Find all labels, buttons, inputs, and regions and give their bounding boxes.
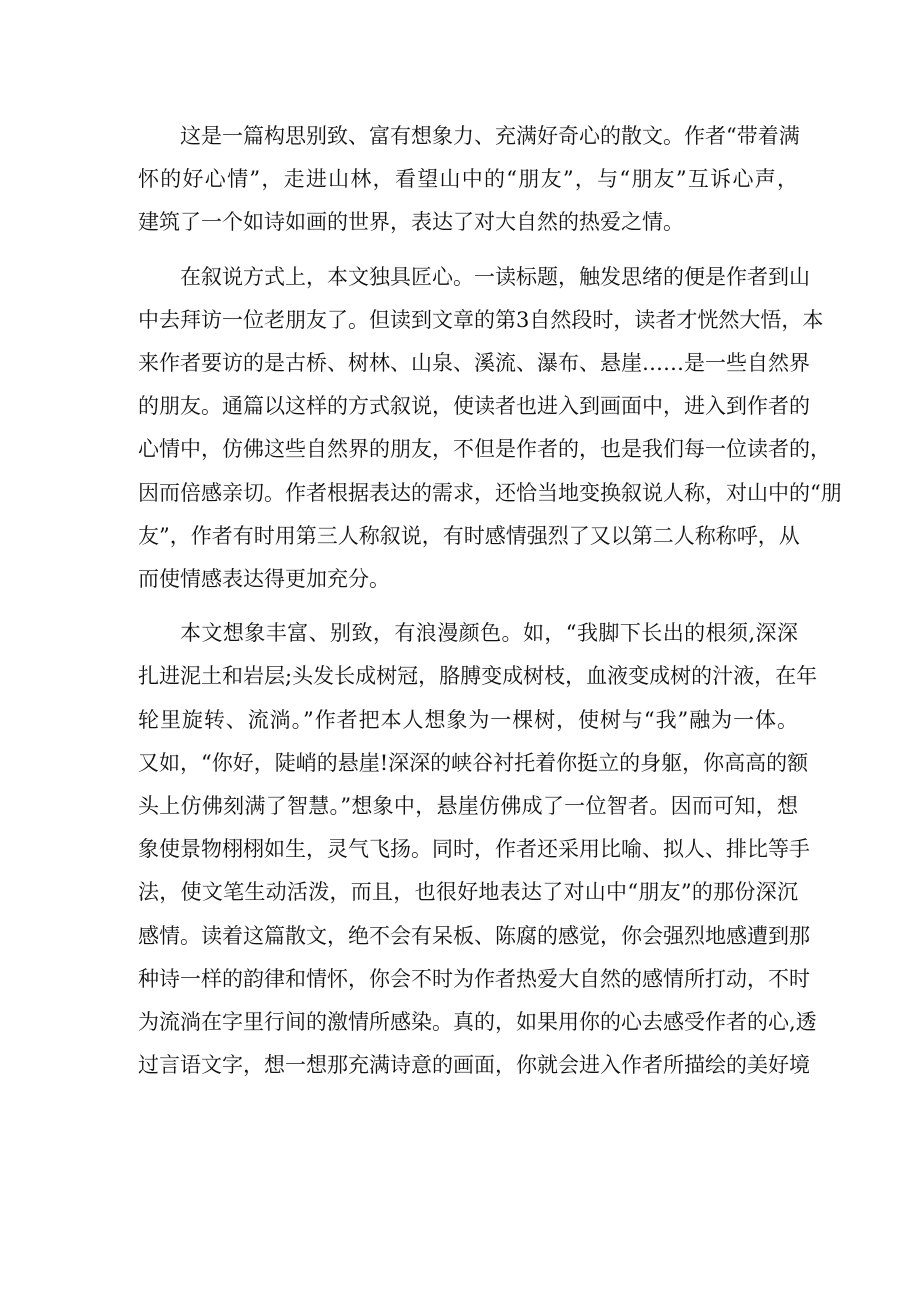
paragraph-3 <box>138 612 818 1087</box>
paragraph-1 <box>138 115 798 245</box>
paragraph-line: 建筑了一个如诗如画的世界，表达了对大自然的热爱之情。 <box>138 210 684 235</box>
paragraph-line: 头上仿佛刻满了智慧。”想象中，悬崖仿佛成了一位智者。因而可知，想 <box>138 794 798 819</box>
paragraph-line: 友”，作者有时用第三人称叙说，有时感情强烈了又以第二人称称呼，从 <box>138 523 800 548</box>
paragraph-line: 象使景物栩栩如生，灵气飞扬。同时，作者还采用比喻、拟人、排比等手 <box>138 837 810 862</box>
paragraph-line: 这是一篇构思别致、富有想象力、充满好奇心的散文。作者“带着满 <box>180 124 800 148</box>
paragraph-line: 因而倍感亲切。作者根据表达的需求，还恰当地变换叙说人称，对山中的“朋 <box>138 480 842 505</box>
paragraph-line: 中去拜访一位老朋友了。但读到文章的第3自然段时，读者才恍然大悟，本 <box>138 307 824 332</box>
paragraph-2 <box>138 256 842 602</box>
paragraph-line: 本文想象丰富、别致，有浪漫颜色。如，“我脚下长出的根须,深深 <box>180 621 798 646</box>
paragraph-line: 种诗一样的韵律和情怀，你会不时为作者热爱大自然的感情所打动，不时 <box>138 966 810 991</box>
paragraph-line: 法，使文笔生动活泼，而且，也很好地表达了对山中“朋友”的那份深沉 <box>138 880 798 905</box>
paragraph-line: 来作者要访的是古桥、树林、山泉、溪流、瀑布、悬崖……是一些自然界 <box>138 351 810 376</box>
paragraph-line: 扎进泥土和岩层;头发长成树冠，胳膊变成树枝，血液变成树的汁液，在年 <box>138 664 818 689</box>
paragraph-line: 为流淌在字里行间的激情所感染。真的，如果用你的心去感受作者的心,透 <box>138 1010 817 1035</box>
paragraph-line: 在叙说方式上，本文独具匠心。一读标题，触发思绪的便是作者到山 <box>180 264 810 289</box>
paragraph-line: 轮里旋转、流淌。”作者把本人想象为一棵树，使树与“我”融为一体。 <box>138 707 798 732</box>
paragraph-line: 的朋友。通篇以这样的方式叙说，使读者也进入到画面中，进入到作者的 <box>138 394 810 419</box>
paragraph-line: 又如，“你好，陡峭的悬崖!深深的峡谷衬托着你挺立的身躯，你高高的额 <box>138 750 809 775</box>
paragraph-line: 过言语文字，想一想那充满诗意的画面，你就会进入作者所描绘的美好境 <box>138 1053 810 1078</box>
paragraph-line: 感情。读着这篇散文，绝不会有呆板、陈腐的感觉，你会强烈地感遭到那 <box>138 923 810 948</box>
document-body <box>138 115 842 1098</box>
paragraph-line: 心情中，仿佛这些自然界的朋友，不但是作者的，也是我们每一位读者的， <box>138 437 831 462</box>
paragraph-line: 怀的好心情”，走进山林，看望山中的“朋友”，与“朋友”互诉心声， <box>138 167 798 192</box>
paragraph-line: 而使情感表达得更加充分。 <box>138 567 390 592</box>
